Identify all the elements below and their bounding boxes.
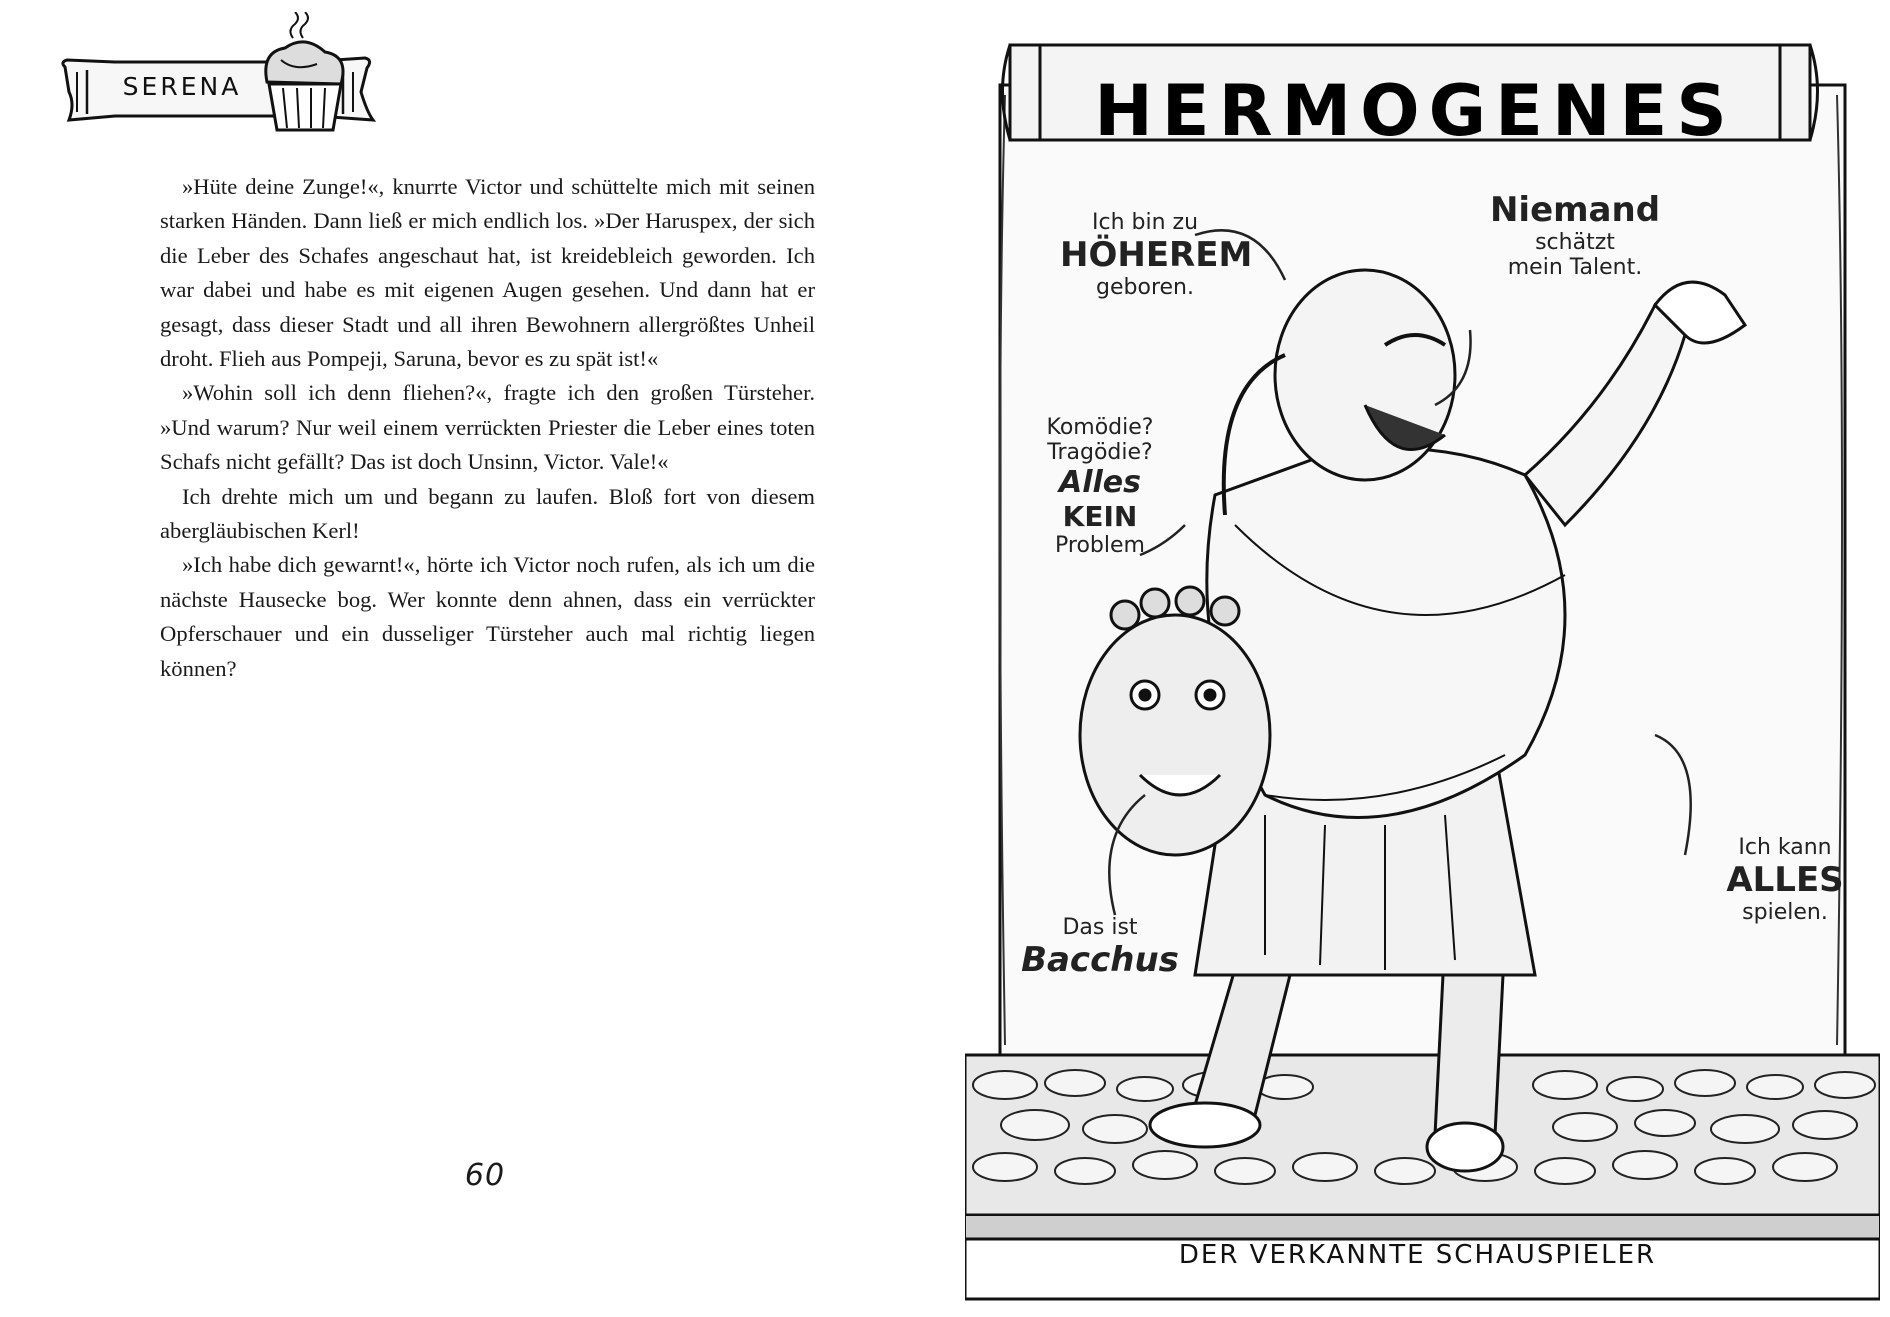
chapter-name: SERENA	[122, 72, 242, 101]
annotation-ich-kann: Ich kann ALLES spielen.	[1726, 835, 1844, 925]
annotation-hoeherem: Ich bin zu HÖHEREM geboren.	[1060, 210, 1253, 300]
paragraph: Ich drehte mich um und begann zu laufen. Bloß fort von diesem abergläubischen Kerl!	[160, 483, 815, 544]
paragraph: »Wohin soll ich denn fliehen?«, fragte ich den großen Türsteher. »Und warum? Nur weil einem verrückten Priester die Leber eines toten Schafs nicht gefällt? Das ist doch Unsinn, Victor. Vale!«	[160, 380, 815, 475]
muffin-icon	[266, 12, 343, 130]
character-name: HERMOGENES	[1094, 70, 1736, 152]
annotation-bacchus: Das ist Bacchus	[1021, 915, 1179, 980]
paragraph: »Hüte deine Zunge!«, knurrte Victor und schüttelte mich mit seinen starken Händen. Dann ließ er mich endlich los. »Der Haruspex, der sich die Leber des Schafes angeschaut hat, ist kreidebleich geworden. Ich war dabei und habe es mit eigenen Augen gesehen. Und dann hat er gesagt, dass dieser Stadt und all ihren Bewohnern allergrößtes Unheil droht. Flieh aus Pompeji, Saruna, bevor es zu spät ist!«	[160, 174, 815, 372]
character-subtitle: DER VERKANNTE SCHAUSPIELER	[1178, 1240, 1657, 1270]
paragraph: »Ich habe dich gewarnt!«, hörte ich Victor noch rufen, als ich um die nächste Hausecke bog. Wer konnte denn ahnen, dass ein verrückter Opferschauer und ein dusseliger Türsteher auch mal richtig liegen können?	[160, 552, 815, 681]
right-page	[945, 0, 1890, 1317]
chapter-banner	[55, 12, 385, 137]
annotation-niemand: Niemand schätzt mein Talent.	[1489, 190, 1661, 280]
page-number: 60	[464, 1158, 506, 1193]
body-text	[160, 170, 815, 686]
title-scroll	[1000, 30, 1820, 160]
annotation-komoedie: Komödie? Tragödie? Alles KEIN Problem	[1046, 415, 1154, 558]
